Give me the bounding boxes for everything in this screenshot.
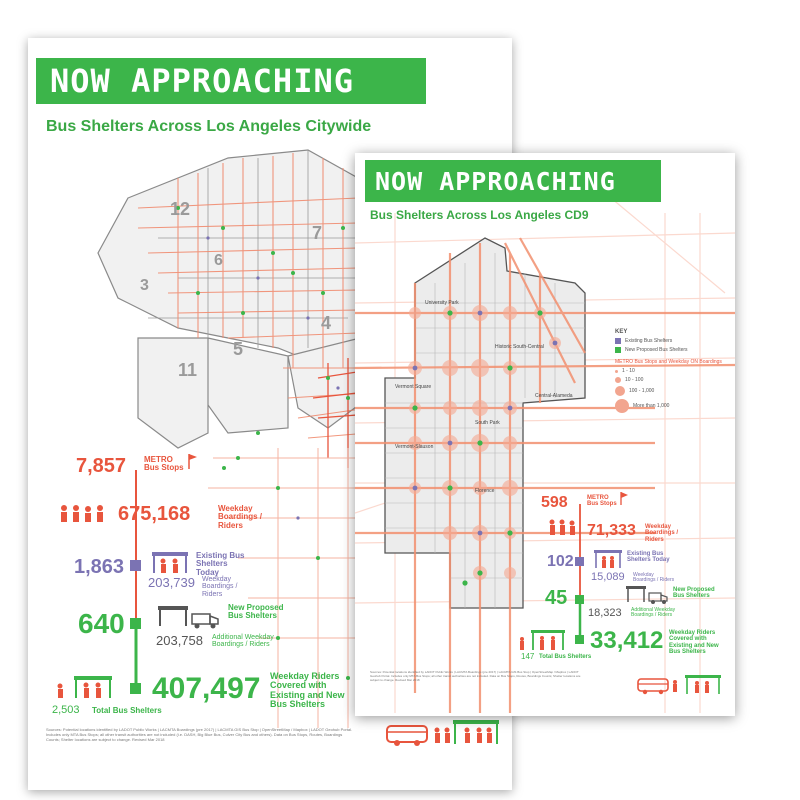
cd9-subtitle: Bus Shelters Across Los Angeles CD9 [370,208,589,222]
nbhd-university-park: University Park [425,300,459,306]
covered-riders-label: Weekday Riders Covered with Existing and New Bus Shelters [270,671,345,710]
cd9-truck-shelter-icon [625,585,669,605]
metro-stops-label: METRO Bus Stops [144,455,184,473]
key-bin-3-dot [615,386,625,396]
citywide-banner [36,58,426,104]
total-shelters-value: 2,503 [52,704,80,716]
key-new-swatch [615,347,621,353]
cd9-additional-riders-value: 18,323 [588,607,622,619]
weekday-boardings-label: Weekday Boardings / Riders [218,504,263,530]
nbhd-central-alameda: Central-Alameda [535,393,573,399]
cd9-existing-riders-label: Weekday Boardings / Riders [633,572,675,584]
additional-riders-value: 203,758 [156,633,203,648]
cd9-total-shelters-value: 147 [521,652,535,661]
cd9-banner-title: NOW APPROACHING [375,166,616,196]
key-bin-4: More than 1,000 [633,403,670,409]
cd9-riders-icon [547,519,579,537]
nbhd-south-park: South Park [475,420,500,426]
cd9-total-shelters-label: Total Bus Shelters [539,654,592,660]
cd9-pin-flag-icon [619,491,629,506]
cd9-weekday-boardings-value: 71,333 [587,522,636,539]
new-shelters-value: 640 [78,608,125,639]
key-bin-2: 10 - 100 [625,377,644,383]
cd9-new-shelters-label: New Proposed Bus Shelters [673,587,715,600]
key-bin-1-dot [615,370,618,373]
cd9-covered-riders-value: 33,412 [590,627,664,654]
district-5: 5 [233,339,244,359]
district-7: 7 [312,223,323,243]
cd9-bus-shelter-icon [593,549,623,569]
existing-riders-label: Weekday Boardings / Riders [202,576,238,598]
existing-marker [130,560,141,571]
cd9-existing-riders-value: 15,089 [591,571,625,583]
key-bin-3: 100 - 1,000 [629,388,655,394]
nbhd-vermont-slauson: Vermont-Slauson [395,444,434,450]
truck-shelter-icon [156,604,220,630]
district-3: 3 [140,277,149,294]
district-11: 11 [178,360,198,380]
total-shelters-label: Total Bus Shelters [92,706,162,715]
district-12: 12 [170,199,191,219]
nbhd-florence: Florence [475,488,495,494]
key-new-label: New Proposed Bus Shelters [625,347,688,353]
citywide-subtitle: Bus Shelters Across Los Angeles Citywide [46,118,372,135]
key-title: KEY [615,329,628,335]
cd9-bus-icon [635,673,725,697]
pin-flag-icon [186,452,198,470]
nbhd-historic-south-central: Historic South-Central [495,344,544,350]
cd9-new-marker [575,595,584,604]
cd9-covered-riders-label: Weekday Riders Covered with Existing and New Bus Shelters [669,630,719,655]
cd9-sources: Sources: Potential locations identified by LADOT Public Works | LACMTA Boardings (pre 2017) | LACMTA GIS Bus Stop | OpenStreetMap / Mapbox | LADOT Geohub Portal. Includes only MTA Bus Stops; all other transit authorities are not included. Data on Bus Stops, Routes, Boardings Counts; Shelter locations are subject to change. Revised Mar 2018 [370,670,581,682]
shelter-riders-icon [54,674,114,700]
banner-title: NOW APPROACHING [50,62,354,100]
bus-icon [383,716,503,748]
weekday-boardings-value: 675,168 [118,503,191,525]
nbhd-vermont-square: Vermont Square [395,384,432,390]
covered-riders-value: 407,497 [152,672,261,705]
cd9-weekday-boardings-label: Weekday Boardings / Riders [645,524,679,543]
total-marker [130,683,141,694]
key-bin-2-dot [615,377,621,383]
key-existing-label: Existing Bus Shelters [625,338,673,344]
existing-shelters-value: 1,863 [74,556,125,578]
metro-stops-value: 7,857 [76,455,127,477]
bus-shelter-icon [150,550,190,574]
cd9-new-shelters-value: 45 [545,587,568,609]
cd9-key [615,329,725,413]
key-bin-1: 1 - 10 [622,368,635,374]
new-shelters-label: New Proposed Bus Shelters [228,603,284,621]
district-4: 4 [321,313,332,333]
riders-icon [58,504,110,526]
cd9-existing-shelters-label: Existing Bus Shelters Today [627,551,670,564]
cd9-metro-stops-label: METRO Bus Stops [587,495,617,508]
citywide-sources: Sources: Potential locations identified by LADOT Public Works | LACMTA Boardings (pre 2017) | LACMTA GIS Bus Stop | OpenStreetMap / Mapbox | LADOT Geohub Portal. Includes only MTA Bus Stops; all other transit authorities are not included (i.e. DASH, Big Blue Bus, Culver City Bus and others). Data on Bus Stops, Routes, Boardings Counts; Shelter locations are subject to change. Revised Mar 2018 [46,727,353,742]
cd9-banner [365,160,661,202]
cd9-shelter-riders-icon [517,629,567,651]
cd9-poster [355,153,735,716]
key-bin-4-dot [615,399,629,413]
key-existing-swatch [615,338,621,344]
cd9-existing-marker [575,557,584,566]
cd9-metro-stops-value: 598 [541,494,568,511]
cd9-existing-shelters-value: 102 [547,553,574,570]
new-marker [130,618,141,629]
district-6: 6 [214,252,223,269]
additional-riders-label: Additional Weekday Boardings / Riders [212,634,274,649]
existing-shelters-label: Existing Bus Shelters Today [196,551,245,577]
cd9-additional-riders-label: Additional Weekday Boardings / Riders [631,607,676,619]
cd9-total-marker [575,635,584,644]
key-stops-title: METRO Bus Stops and Weekday ON Boardings [615,359,722,365]
existing-riders-value: 203,739 [148,575,195,590]
